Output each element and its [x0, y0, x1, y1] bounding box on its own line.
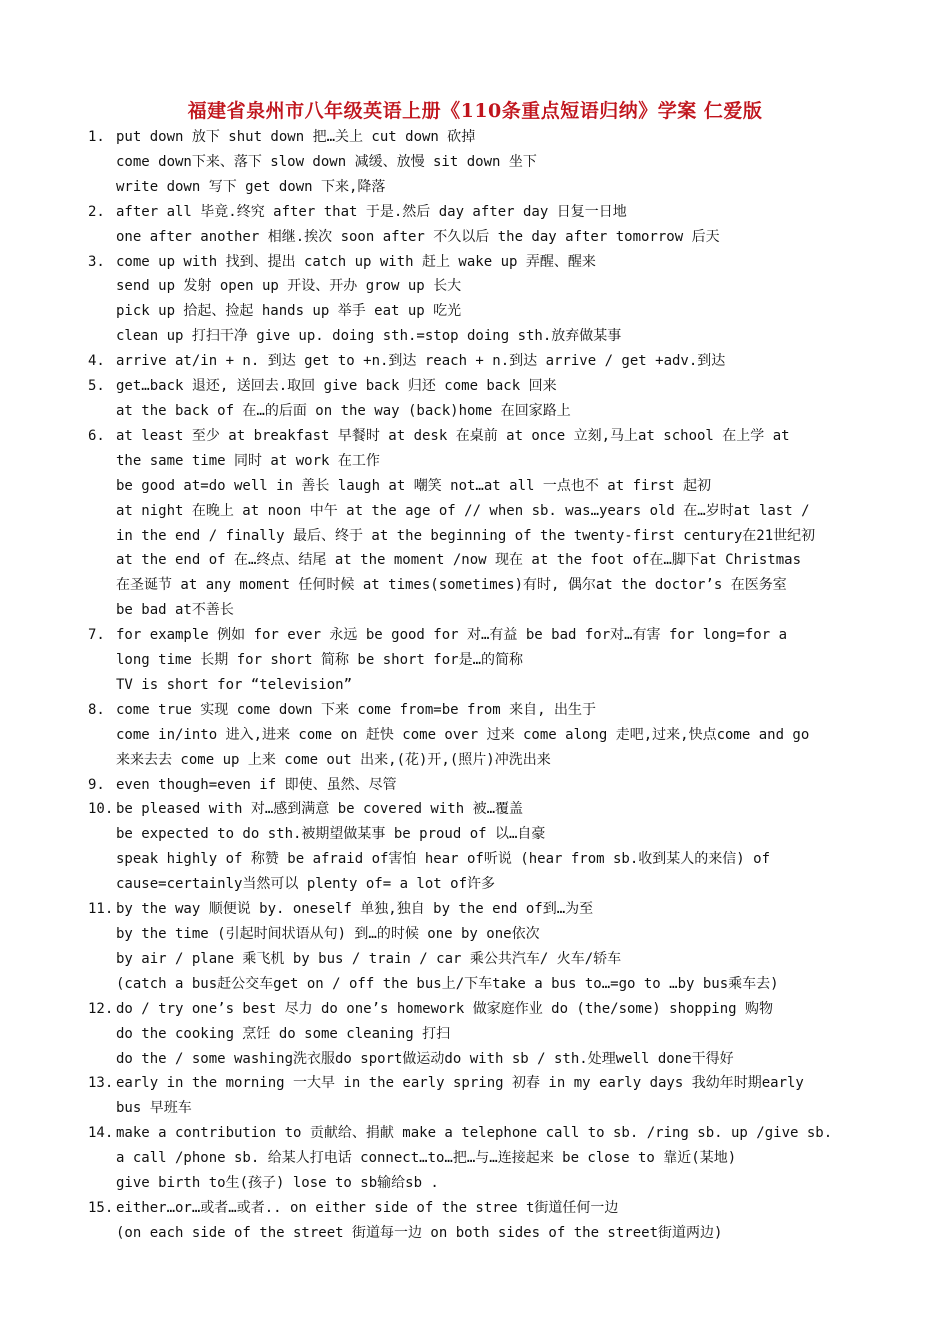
item-number: 5. [88, 378, 105, 395]
phrase-line: by the time (引起时间状语从句) 到…的时候 one by one依次 [116, 926, 540, 942]
phrase-line: do the / some washing洗衣服do sport做运动do with sb / sth.处理well done干得好 [116, 1050, 734, 1067]
item-number: 4. [88, 353, 105, 370]
phrase-line: for example 例如 for ever 永远 be good for 对…有益 be bad for对…有害 for long=for a [116, 627, 788, 644]
list-item [88, 424, 858, 623]
phrase-line: be expected to do sth.被期望做某事 be proud of 以…自豪 [116, 826, 546, 843]
list-item [88, 797, 858, 897]
phrase-line: send up 发射 open up 开设、开办 grow up 长大 [116, 278, 462, 295]
item-number: 2. [88, 203, 105, 220]
phrase-line: come true 实现 come down 下来 come from=be from 来自, 出生于 [116, 701, 597, 718]
phrase-line: at night 在晚上 at noon 中午 at the age of // when sb. was…years old 在…岁时at last / [116, 502, 810, 519]
phrase-line: after all 毕竟.终究 after that 于是.然后 day after day 日复一日地 [116, 203, 627, 220]
list-item [88, 897, 858, 997]
item-number: 15. [88, 1199, 114, 1216]
phrase-line: be bad at不善长 [116, 602, 234, 619]
list-item [88, 200, 858, 250]
phrase-line: in the end / finally 最后、终于 at the beginning of the twenty-first century在21世纪初 [116, 527, 816, 544]
list-item [88, 349, 858, 374]
phrase-line: even though=even if 即使、虽然、尽管 [116, 776, 397, 793]
phrase-line: be good at=do well in 善长 laugh at 嘲笑 not…at all 一点也不 at first 起初 [116, 477, 712, 494]
list-item [88, 250, 858, 350]
phrase-line: early in the morning 一大早 in the early spring 初春 in my early days 我幼年时期early [116, 1075, 804, 1092]
phrase-line: (on each side of the street 街道每一边 on both sides of the street街道两边) [116, 1224, 723, 1241]
list-item [88, 1196, 858, 1246]
phrase-line: at least 至少 at breakfast 早餐时 at desk 在桌前 at once 立刻,马上at school 在上学 at [116, 427, 790, 444]
phrase-line: by the way 顺便说 by. oneself 单独,独自 by the end of到…为至 [116, 901, 594, 918]
phrase-line: give birth to生(孩子) lose to sb输给sb . [116, 1175, 439, 1192]
phrase-list [88, 125, 858, 1246]
phrase-line: long time 长期 for short 简称 be short for是…的简称 [116, 652, 524, 669]
phrase-line: do the cooking 烹饪 do some cleaning 打扫 [116, 1025, 451, 1042]
phrase-line: a call /phone sb. 给某人打电话 connect…to…把…与…连接起来 be close to 靠近(某地) [116, 1150, 737, 1167]
phrase-line: get…back 退还, 送回去.取回 give back 归还 come back 回来 [116, 378, 557, 395]
phrase-line: TV is short for “television” [116, 676, 353, 693]
item-number: 14. [88, 1125, 114, 1142]
item-number: 7. [88, 627, 105, 644]
list-item [88, 623, 858, 698]
list-item [88, 125, 858, 200]
phrase-line: 在圣诞节 at any moment 任何时候 at times(sometimes)有时, 偶尔at the doctor’s 在医务室 [116, 577, 787, 594]
phrase-line: clean up 打扫干净 give up. doing sth.=stop doing sth.放弃做某事 [116, 328, 622, 345]
item-number: 9. [88, 776, 105, 793]
phrase-line: either…or…或者…或者.. on either side of the stree t街道任何一边 [116, 1199, 619, 1216]
phrase-line: the same time 同时 at work 在工作 [116, 452, 380, 469]
item-number: 1. [88, 129, 105, 145]
phrase-line: at the back of 在…的后面 on the way (back)home 在回家路上 [116, 402, 571, 419]
item-number: 12. [88, 1000, 114, 1017]
phrase-line: do / try one’s best 尽力 do one’s homework 做家庭作业 do (the/some) shopping 购物 [116, 1000, 774, 1017]
phrase-line: write down 写下 get down 下来,降落 [116, 178, 386, 195]
phrase-line: come up with 找到、提出 catch up with 赶上 wake up 弄醒、醒来 [116, 253, 596, 270]
phrase-line: at the end of 在…终点、结尾 at the moment /now 现在 at the foot of在…脚下at Christmas [116, 552, 802, 569]
phrase-line: (catch a bus赶公交车get on / off the bus上/下车take a bus to…=go to …by bus乘车去) [116, 975, 779, 992]
item-number: 13. [88, 1075, 114, 1092]
item-number: 10. [88, 801, 114, 818]
phrase-line: speak highly of 称赞 be afraid of害怕 hear of听说 (hear from sb.收到某人的来信) of [116, 851, 771, 868]
page-title: 福建省泉州市八年级英语上册《110条重点短语归纳》学案 仁爱版 [187, 100, 763, 122]
list-item [88, 1121, 858, 1196]
list-item [88, 374, 858, 424]
phrase-line: come down下来、落下 slow down 减缓、放慢 sit down 坐下 [116, 153, 537, 170]
phrase-line: put down 放下 shut down 把…关上 cut down 砍掉 [116, 129, 476, 145]
list-item [88, 997, 858, 1072]
phrase-line: 来来去去 come up 上来 come out 出来,(花)开,(照片)冲洗出来 [116, 751, 551, 768]
phrase-line: arrive at/in + n. 到达 get to +n.到达 reach + n.到达 arrive / get +adv.到达 [116, 353, 726, 370]
item-number: 8. [88, 701, 105, 718]
phrase-line: come in/into 进入,进来 come on 赶快 come over 过来 come along 走吧,过来,快点come and go [116, 726, 810, 743]
phrase-line: by air / plane 乘飞机 by bus / train / car 乘公共汽车/ 火车/轿车 [116, 950, 622, 967]
phrase-line: pick up 拾起、捡起 hands up 举手 eat up 吃光 [116, 303, 462, 320]
item-number: 11. [88, 901, 114, 918]
phrase-line: make a contribution to 贡献给、捐献 make a telephone call to sb. /ring sb. up /give sb. [116, 1125, 833, 1142]
phrase-line: cause=certainly当然可以 plenty of= a lot of许多 [116, 876, 496, 893]
list-item [88, 773, 858, 798]
item-number: 3. [88, 253, 105, 270]
list-item [88, 698, 858, 773]
phrase-line: one after another 相继.挨次 soon after 不久以后 the day after tomorrow 后天 [116, 228, 720, 245]
phrase-line: be pleased with 对…感到满意 be covered with 被…覆盖 [116, 801, 524, 818]
item-number: 6. [88, 427, 105, 444]
phrase-line: bus 早班车 [116, 1100, 192, 1117]
list-item [88, 1071, 858, 1121]
